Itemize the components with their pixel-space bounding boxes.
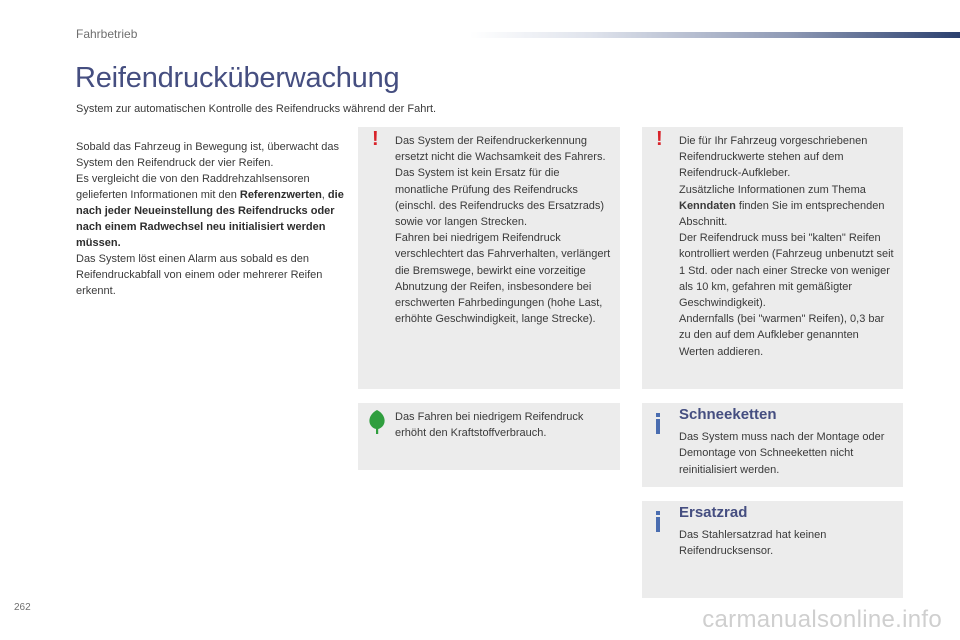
spare-wheel-text: Das Stahlersatzrad hat keinen Reifendrucksensor. [679,529,827,558]
warning-2-paragraph-1: Die für Ihr Fahrzeug vorgeschriebenen Reifendruckwerte stehen auf dem Reifendruck-Aufkleber. [679,135,868,180]
warning-2-paragraph-2-suffix: finden Sie im entsprechenden Abschnitt. [679,199,885,229]
body-paragraph-3: Das System löst einen Alarm aus sobald es den Reifendruckabfall von einem oder mehrerer Reifen erkennt. [76,253,323,297]
info-icon [656,413,660,434]
warning-1-paragraph-3: Fahren bei niedrigem Reifendruck verschlechtert das Fahrverhalten, verlängert die Bremswege, bewirkt eine vorzeitige Abnutzung der Reifen, insbesondere bei erschwerten Fahrbedingungen (hohe Last, erhöhte Geschwindigkeit, lange Strecke). [395,232,611,326]
page-subtitle: System zur automatischen Kontrolle des Reifendrucks während der Fahrt. [76,103,437,115]
body-paragraph-2 [76,171,346,251]
warning-2-paragraph-2 [679,182,895,231]
comma: , [321,189,325,201]
page-title: Reifendrucküberwachung [75,62,400,94]
warning-1-paragraph-1: Das System der Reifendruckerkennung ersetzt nicht die Wachsamkeit des Fahrers. [395,135,606,164]
leaf-icon [367,409,387,435]
info-box-snow-chains [642,403,903,487]
page-number: 262 [14,602,31,613]
warning-2-paragraph-2-prefix: Zusätzliche Informationen zum Thema [679,183,866,196]
kenndaten-term: Kenndaten [679,199,736,212]
exclamation-icon: ! [656,128,663,150]
spare-wheel-heading: Ersatzrad [679,504,748,521]
warning-box-system [358,127,620,389]
warning-1-paragraph-2: Das System ist kein Ersatz für die monatliche Prüfung des Reifendrucks (einschl. des Reifendrucks des Ersatzrads) sowie vor langen Strecken. [395,167,605,229]
body-paragraph-2-text: Es vergleicht die von den Raddrehzahlsensoren gelieferten Informationen mit den [76,173,310,201]
warning-box-pressure-values [642,127,903,389]
snow-chains-heading: Schneeketten [679,406,777,423]
info-box-spare-wheel [642,501,903,598]
reinitialization-note: die nach jeder Neueinstellung des Reifendrucks oder nach einem Radwechsel neu initialisiert werden müssen. [76,189,344,249]
watermark: carmanualsonline.info [702,606,942,633]
eco-box [358,403,620,470]
reference-values-term: Referenzwerten [239,189,322,201]
warning-2-paragraph-4: Andernfalls (bei "warmen" Reifen), 0,3 bar zu den auf dem Aufkleber genannten Werten addieren. [679,313,885,358]
exclamation-icon: ! [372,128,379,150]
header-gradient-bar [470,32,960,38]
body-text [76,139,346,299]
warning-2-paragraph-3: Der Reifendruck muss bei "kalten" Reifen kontrolliert werden (Fahrzeug unbenutzt seit 1 Std. oder nach einer Strecke von weniger als 10 km, gefahren mit gemäßigter Geschwindigkeit). [679,232,894,310]
snow-chains-text: Das System muss nach der Montage oder Demontage von Schneeketten nicht reinitialisiert werden. [679,431,885,476]
body-paragraph-1: Sobald das Fahrzeug in Bewegung ist, überwacht das System den Reifendruck der vier Reifen. [76,141,339,169]
info-icon [656,511,660,532]
section-label: Fahrbetrieb [76,27,138,41]
eco-text: Das Fahren bei niedrigem Reifendruck erhöht den Kraftstoffverbrauch. [395,411,584,440]
